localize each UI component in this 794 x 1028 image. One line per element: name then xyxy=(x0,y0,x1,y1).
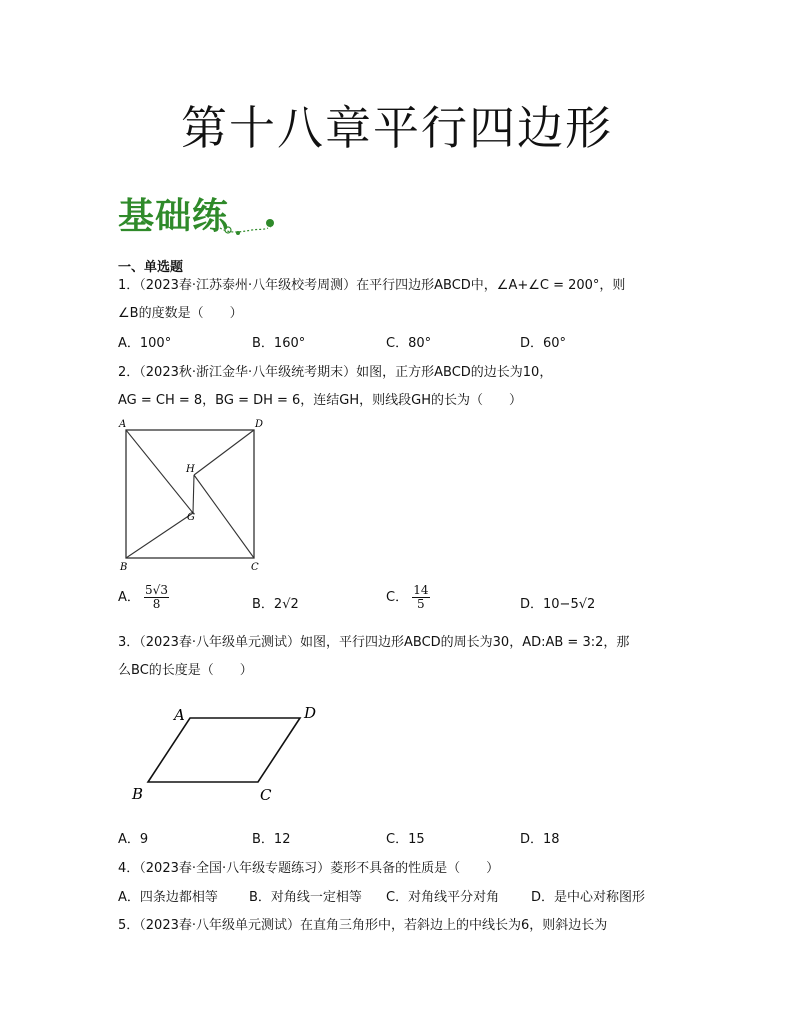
segment-gh xyxy=(193,475,194,513)
parallelogram-outline xyxy=(148,718,300,782)
segment-ag xyxy=(126,430,193,513)
q2-option-b: B．2√2 xyxy=(252,597,299,612)
q2-option-c-denominator: 5 xyxy=(417,597,425,611)
q2-option-c-prefix: C． xyxy=(386,590,409,605)
q2-line1: 2．（2023秋·浙江金华·八年级统考期末）如图，正方形ABCD的边长为10， xyxy=(118,365,553,380)
q1-option-c: C．80° xyxy=(386,336,432,351)
q2-option-c-fraction xyxy=(412,584,429,611)
section-heading: 一、单选题 xyxy=(118,260,184,275)
q2-option-c xyxy=(386,584,430,611)
square-figure xyxy=(116,414,270,574)
label-b: B xyxy=(120,562,128,573)
q3-option-a: A．9 xyxy=(118,832,149,847)
label-c: C xyxy=(260,786,272,804)
label-b: B xyxy=(132,785,144,803)
q1-option-a: A．100° xyxy=(118,336,172,351)
q5-line1: 5．（2023春·八年级单元测试）在直角三角形中，若斜边上的中线长为6，则斜边长为 xyxy=(118,918,608,933)
q1-option-b: B．160° xyxy=(252,336,306,351)
q2-option-d: D．10−5√2 xyxy=(520,597,596,612)
badge-label: 基础练 xyxy=(118,196,230,237)
segment-dh xyxy=(194,430,254,475)
q2-option-a-fraction xyxy=(144,584,169,611)
q1-option-d: D．60° xyxy=(520,336,567,351)
q1-line2: ∠B的度数是（ ） xyxy=(118,306,243,321)
label-a: A xyxy=(119,419,127,430)
label-d: D xyxy=(304,704,317,722)
label-a: A xyxy=(174,706,185,724)
q4-line1: 4．（2023春·全国·八年级专题练习）菱形不具备的性质是（ ） xyxy=(118,861,500,876)
q3-option-b: B．12 xyxy=(252,832,291,847)
label-d: D xyxy=(255,419,264,430)
q2-line2: AG = CH = 8，BG = DH = 6，连结GH，则线段GH的长为（ ） xyxy=(118,393,523,408)
parallelogram-figure xyxy=(126,698,326,808)
q3-line1: 3．（2023春·八年级单元测试）如图，平行四边形ABCD的周长为30，AD:AB = 3:2，那 xyxy=(118,635,630,650)
q2-option-a-prefix: A． xyxy=(118,590,140,605)
q2-option-a-denominator: 8 xyxy=(152,597,161,611)
sprout-decoration-icon xyxy=(218,210,278,240)
q4-option-d: D．是中心对称图形 xyxy=(531,890,646,905)
segment-bg xyxy=(126,513,193,558)
segment-ch xyxy=(194,475,254,558)
q2-option-a-numerator: 5√3 xyxy=(145,583,168,597)
q4-option-a: A．四条边都相等 xyxy=(118,890,218,905)
q3-line2: 么BC的长度是（ ） xyxy=(118,663,253,678)
label-c: C xyxy=(251,562,259,573)
q2-option-a xyxy=(118,584,169,611)
page-title: 第十八章平行四边形 xyxy=(181,101,613,155)
q3-option-d: D．18 xyxy=(520,832,560,847)
q1-line1: 1．（2023春·江苏泰州·八年级校考周测）在平行四边形ABCD中，∠A+∠C = 200°，则 xyxy=(118,278,626,293)
q3-option-c: C．15 xyxy=(386,832,425,847)
q4-option-b: B．对角线一定相等 xyxy=(249,890,362,905)
square-outline xyxy=(126,430,254,558)
label-g: G xyxy=(187,512,195,523)
q4-option-c: C．对角线平分对角 xyxy=(386,890,500,905)
label-h: H xyxy=(186,464,195,475)
q2-option-c-numerator: 14 xyxy=(413,583,429,597)
section-badge xyxy=(118,188,229,239)
